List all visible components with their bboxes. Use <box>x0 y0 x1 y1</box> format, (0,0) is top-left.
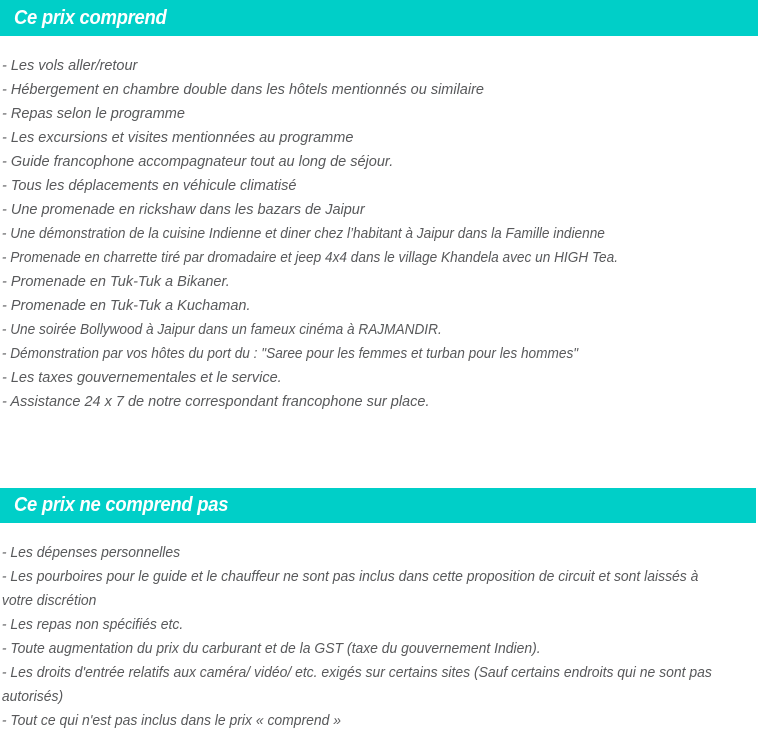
included-items-list <box>0 54 758 414</box>
list-item: - Une démonstration de la cuisine Indienne et diner chez l’habitant à Jaipur dans la Famille indienne <box>1 226 605 242</box>
list-item: - Tout ce qui n'est pas inclus dans le prix « comprend » <box>1 713 342 729</box>
section-header-excluded-band <box>0 488 756 523</box>
list-item: - Promenade en charrette tiré par dromadaire et jeep 4x4 dans le village Khandela avec un HIGH Tea. <box>1 250 619 266</box>
list-item: - Les dépenses personnelles <box>1 545 181 561</box>
list-item: - Les droits d'entrée relatifs aux caméra/ vidéo/ etc. exigés sur certains sites (Sauf certains endroits qui ne sont pas autorisés) <box>1 665 716 705</box>
list-item: - Démonstration par vos hôtes du port du : "Saree pour les femmes et turban pour les hommes" <box>1 346 579 362</box>
section-excluded <box>0 488 756 523</box>
list-item: - Une promenade en rickshaw dans les bazars de Jaipur <box>2 202 365 218</box>
list-item: - Tous les déplacements en véhicule climatisé <box>2 178 297 194</box>
section-header-included-band <box>0 0 758 36</box>
section-heading-excluded: Ce prix ne comprend pas <box>14 493 229 517</box>
list-item: - Les repas non spécifiés etc. <box>1 617 184 633</box>
section-included <box>0 0 758 36</box>
list-item: - Assistance 24 x 7 de notre correspondant francophone sur place. <box>2 394 430 410</box>
list-item: - Promenade en Tuk-Tuk a Kuchaman. <box>2 298 251 314</box>
list-item: - Les excursions et visites mentionnées au programme <box>2 130 354 146</box>
list-item: - Les pourboires pour le guide et le chauffeur ne sont pas inclus dans cette proposition de circuit et sont laissés à votre discrétion <box>1 569 703 609</box>
list-item: - Une soirée Bollywood à Jaipur dans un fameux cinéma à RAJMANDIR. <box>1 322 442 338</box>
list-item: - Toute augmentation du prix du carburant et de la GST (taxe du gouvernement Indien). <box>1 641 541 657</box>
list-item: - Les vols aller/retour <box>2 58 138 74</box>
list-item: - Guide francophone accompagnateur tout au long de séjour. <box>2 154 394 170</box>
excluded-items-list <box>0 541 748 733</box>
list-item: - Hébergement en chambre double dans les hôtels mentionnés ou similaire <box>2 82 484 98</box>
list-item: - Les taxes gouvernementales et le service. <box>2 370 282 386</box>
list-item: - Promenade en Tuk-Tuk a Bikaner. <box>2 274 230 290</box>
list-item: - Repas selon le programme <box>2 106 185 122</box>
section-heading-included: Ce prix comprend <box>14 5 167 29</box>
